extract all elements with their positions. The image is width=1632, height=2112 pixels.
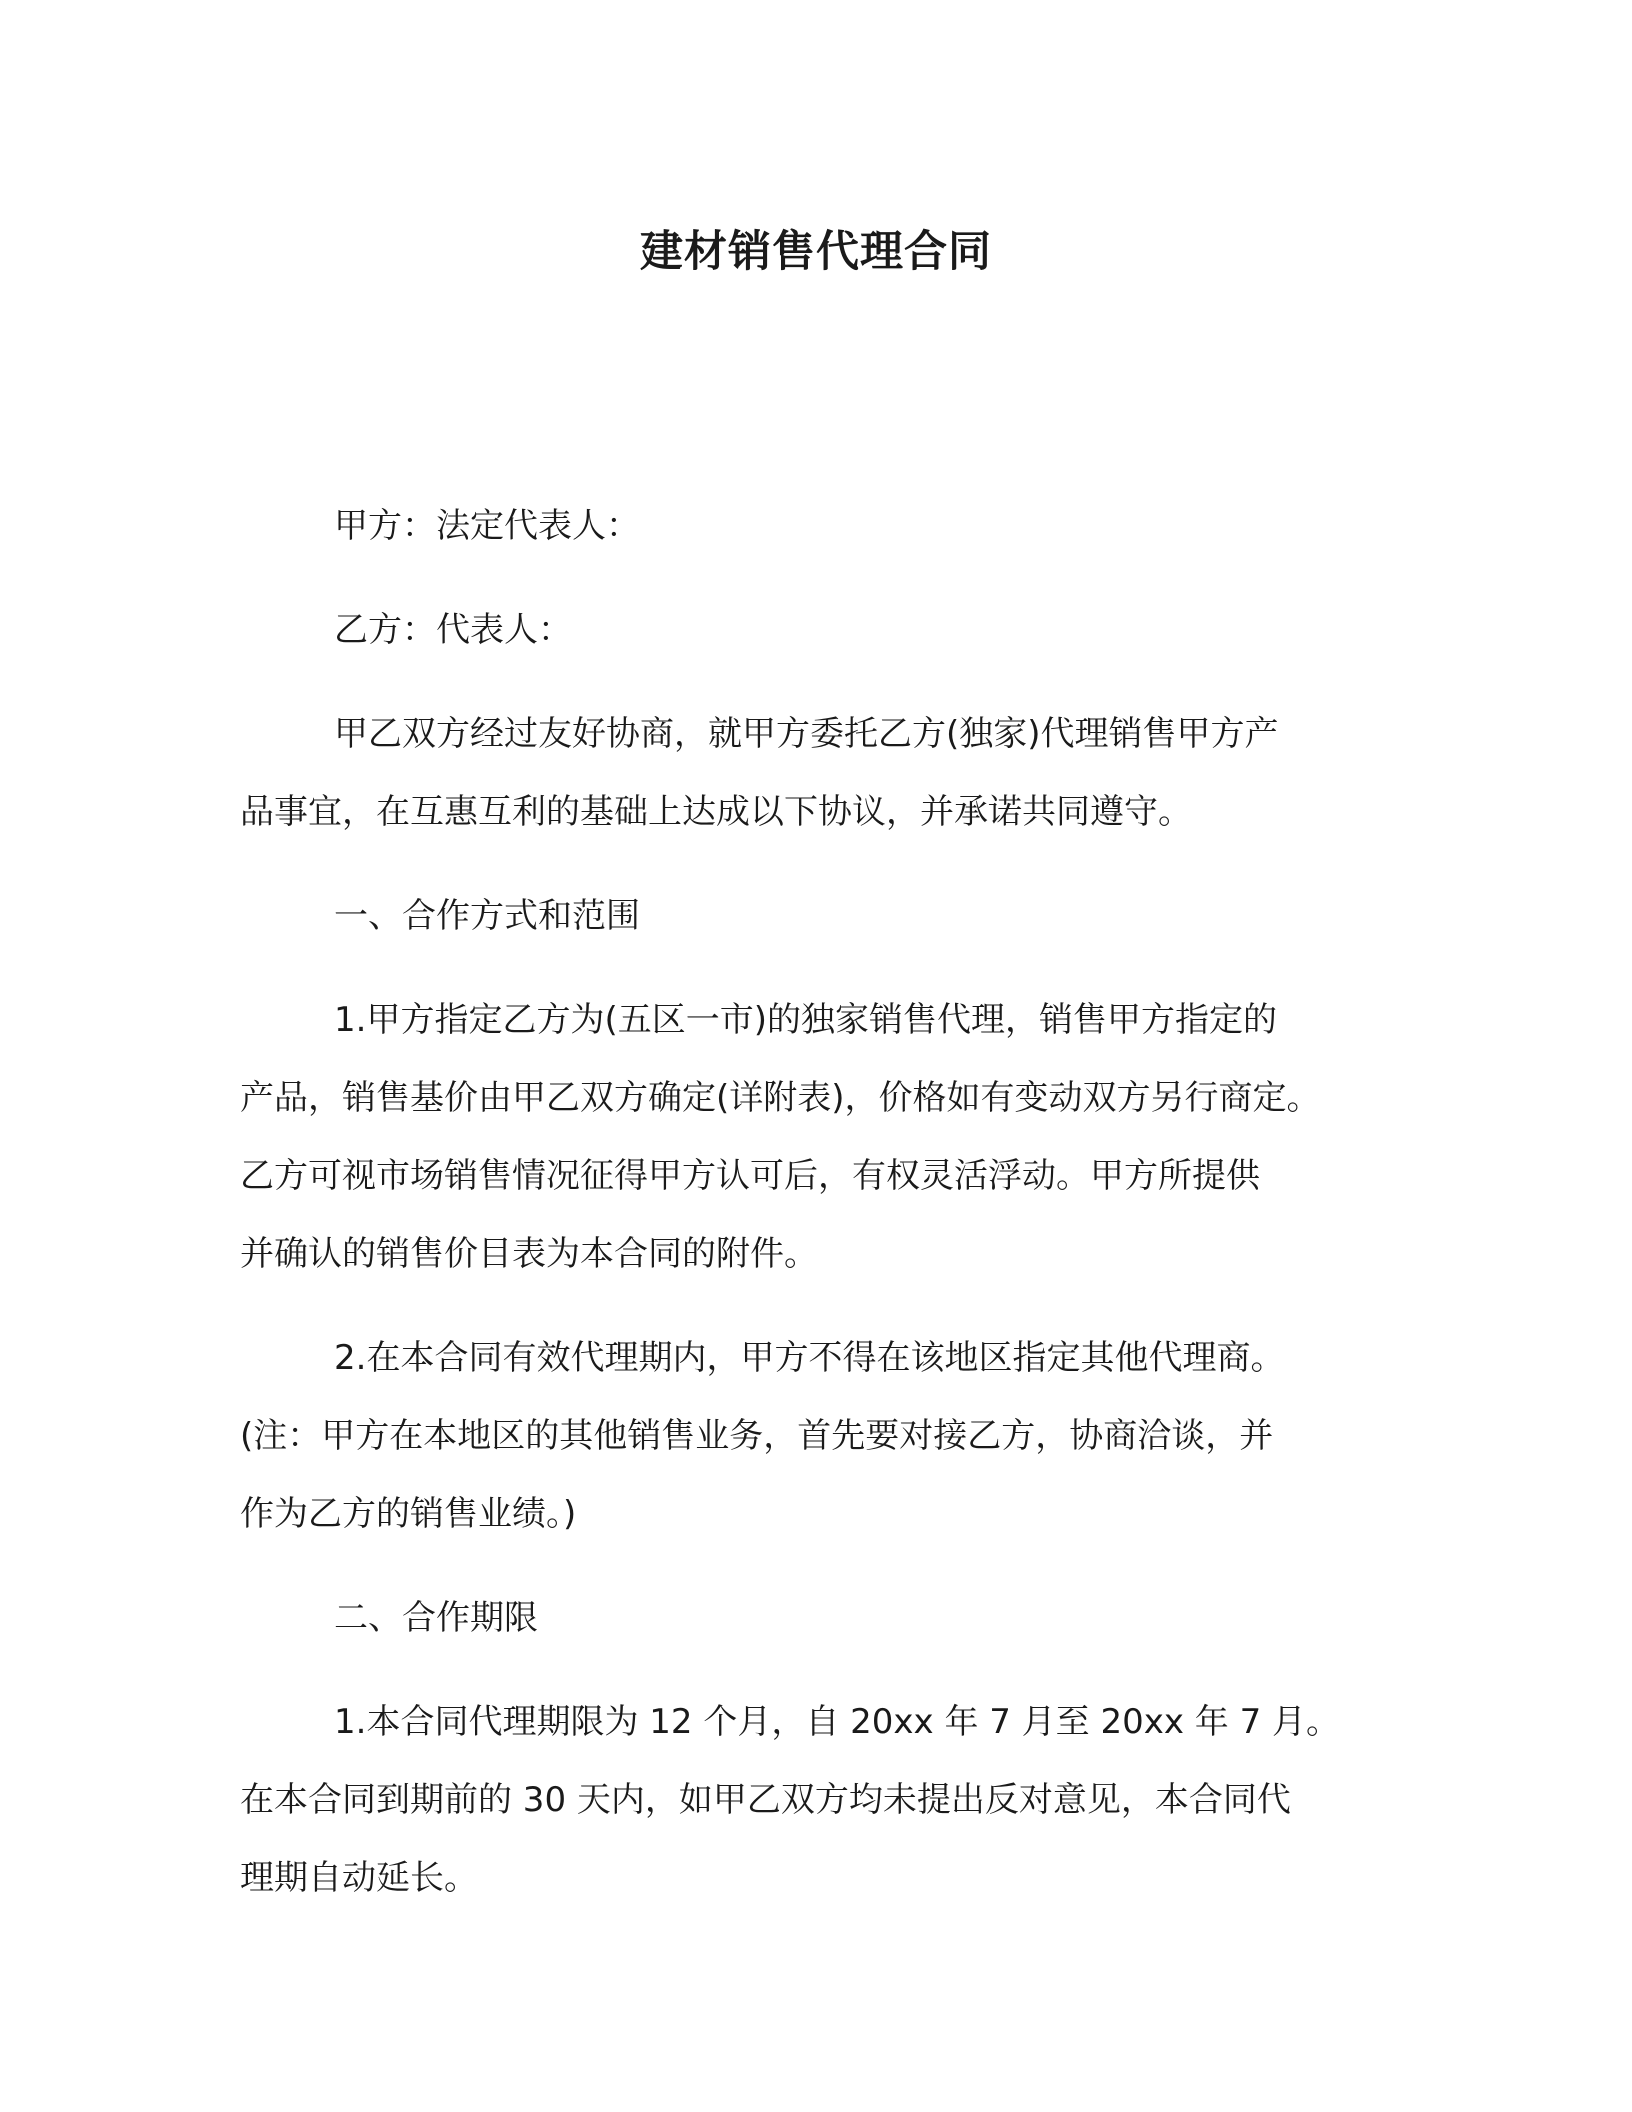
clause-1-2 [240, 1319, 1420, 1553]
paragraph-line: 一、合作方式和范围 [334, 896, 640, 936]
paragraph-line: (注：甲方在本地区的其他销售业务，首先要对接乙方，协商洽谈，并 [240, 1416, 1274, 1456]
paragraph-line: 并确认的销售价目表为本合同的附件。 [240, 1234, 818, 1274]
section-heading-2 [240, 1579, 1420, 1657]
paragraph-line: 品事宜，在互惠互利的基础上达成以下协议，并承诺共同遵守。 [240, 792, 1192, 832]
paragraph-line: 作为乙方的销售业绩。) [240, 1494, 577, 1534]
paragraph-line: 1.本合同代理期限为 12 个月，自 20xx 年 7 月至 20xx 年 7 月。 [334, 1702, 1341, 1742]
party-a-line [240, 487, 1420, 565]
document-body [240, 487, 1420, 1917]
paragraph-line: 在本合同到期前的 30 天内，如甲乙双方均未提出反对意见，本合同代 [240, 1780, 1291, 1820]
party-b-line [240, 591, 1420, 669]
paragraph-line: 理期自动延长。 [240, 1858, 478, 1898]
clause-2-1 [240, 1683, 1420, 1917]
paragraph-line: 乙方：代表人： [334, 610, 572, 650]
paragraph-line: 2.在本合同有效代理期内，甲方不得在该地区指定其他代理商。 [334, 1338, 1285, 1378]
paragraph-line: 产品，销售基价由甲乙双方确定(详附表)，价格如有变动双方另行商定。 [240, 1078, 1321, 1118]
paragraph-line: 甲乙双方经过友好协商，就甲方委托乙方(独家)代理销售甲方产 [334, 714, 1279, 754]
paragraph-line: 二、合作期限 [334, 1598, 538, 1638]
clause-1-1 [240, 981, 1420, 1293]
section-heading-1 [240, 877, 1420, 955]
paragraph-line: 乙方可视市场销售情况征得甲方认可后，有权灵活浮动。甲方所提供 [240, 1156, 1260, 1196]
paragraph-line: 甲方：法定代表人： [334, 506, 640, 546]
paragraph-line: 1.甲方指定乙方为(五区一市)的独家销售代理，销售甲方指定的 [334, 1000, 1277, 1040]
document-title: 建材销售代理合同 [640, 227, 992, 277]
preamble-paragraph [240, 695, 1420, 851]
